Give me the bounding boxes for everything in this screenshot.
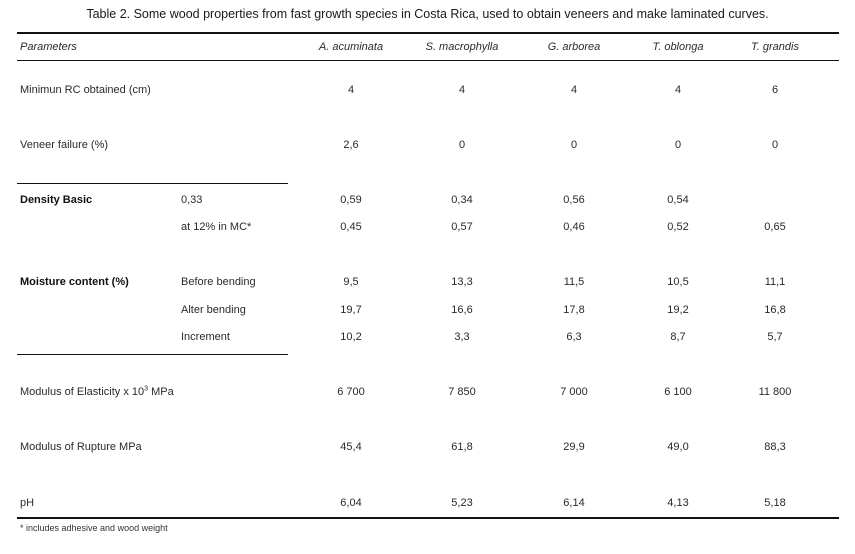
table-cell: 0,59 xyxy=(340,194,362,206)
table-cell: 4 xyxy=(570,84,578,96)
table-cell: 2,6 xyxy=(343,139,359,151)
table-cell: 0,56 xyxy=(563,194,585,206)
row-sublabel: at 12% in MC* xyxy=(181,221,252,233)
table-cell: 19,7 xyxy=(340,304,362,316)
table-cell: 0 xyxy=(674,139,682,151)
table-cell: 49,0 xyxy=(667,441,689,453)
header-species: A. acuminata xyxy=(318,41,384,53)
table-cell: 11 800 xyxy=(758,386,792,398)
moisture-label: Moisture content (%) xyxy=(20,276,129,288)
row-label-moe: Modulus of Elasticity x $10^3$ MPa xyxy=(20,385,174,398)
table-cell: 6 xyxy=(771,84,779,96)
header-species: T. grandis xyxy=(751,41,799,53)
table-cell: 8,7 xyxy=(670,331,686,343)
density-top-rule xyxy=(17,183,288,184)
table-cell: 5,23 xyxy=(451,497,473,509)
table-cell: 6,14 xyxy=(563,497,585,509)
table-cell: 3,3 xyxy=(454,331,470,343)
row-sublabel: 0,33 xyxy=(181,194,203,206)
table-cell: 88,3 xyxy=(764,441,786,453)
table-cell: 4 xyxy=(347,84,355,96)
table-cell: 0 xyxy=(458,139,466,151)
table-cell: 16,8 xyxy=(764,304,786,316)
footnote: * includes adhesive and wood weight xyxy=(20,523,168,533)
row-label: Veneer failure (%) xyxy=(20,139,109,151)
table-cell: 7 000 xyxy=(560,386,588,398)
table-cell: 4 xyxy=(674,84,682,96)
table-cell: 0,45 xyxy=(340,221,362,233)
table-caption: Table 2. Some wood properties from fast growth species in Costa Rica, used to obtain veneers and make laminated curves. xyxy=(86,7,769,21)
header-rule xyxy=(17,60,839,61)
header-parameters: Parameters xyxy=(20,41,77,53)
table-cell: 0,65 xyxy=(764,221,786,233)
table-cell: 0,52 xyxy=(667,221,689,233)
table-cell: 0,46 xyxy=(563,221,585,233)
table-cell: 6 700 xyxy=(337,386,365,398)
table-cell: 7 850 xyxy=(448,386,476,398)
row-sublabel: Before bending xyxy=(181,276,256,288)
table-cell: 13,3 xyxy=(451,276,473,288)
header-species: S. macrophylla xyxy=(425,41,499,53)
top-rule xyxy=(17,32,839,34)
row-label: Minimun RC obtained (cm) xyxy=(20,84,151,96)
table-cell: 11,1 xyxy=(764,276,786,288)
table-cell: 11,5 xyxy=(563,276,585,288)
row-label: pH xyxy=(20,497,35,509)
table-cell: 45,4 xyxy=(340,441,362,453)
table-cell: 5,7 xyxy=(767,331,783,343)
table-cell: 0 xyxy=(771,139,779,151)
header-species: G. arborea xyxy=(547,41,601,53)
moisture-bottom-rule xyxy=(17,354,288,355)
table-cell: 6,04 xyxy=(340,497,362,509)
table-cell: 0,34 xyxy=(451,194,473,206)
table-cell: 6,3 xyxy=(566,331,582,343)
table-cell: 0,57 xyxy=(451,221,473,233)
table-cell: 0,54 xyxy=(667,194,689,206)
table-cell: 4,13 xyxy=(667,497,689,509)
row-sublabel: Increment xyxy=(181,331,230,343)
row-sublabel: Alter bending xyxy=(181,304,246,316)
table-cell: 61,8 xyxy=(451,441,473,453)
bottom-rule xyxy=(17,517,839,519)
table-cell: 29,9 xyxy=(563,441,585,453)
table-cell: 6 100 xyxy=(664,386,692,398)
header-species: T. oblonga xyxy=(652,41,704,53)
table-cell: 10,2 xyxy=(340,331,362,343)
table-cell: 4 xyxy=(458,84,466,96)
density-label: Density Basic xyxy=(20,194,93,206)
table-cell: 16,6 xyxy=(451,304,473,316)
table-cell: 19,2 xyxy=(667,304,689,316)
table-cell: 9,5 xyxy=(343,276,359,288)
table-cell: 10,5 xyxy=(667,276,689,288)
table-cell: 5,18 xyxy=(764,497,786,509)
table-cell: 0 xyxy=(570,139,578,151)
row-label: Modulus of Rupture MPa xyxy=(20,441,142,453)
table-cell: 17,8 xyxy=(563,304,585,316)
